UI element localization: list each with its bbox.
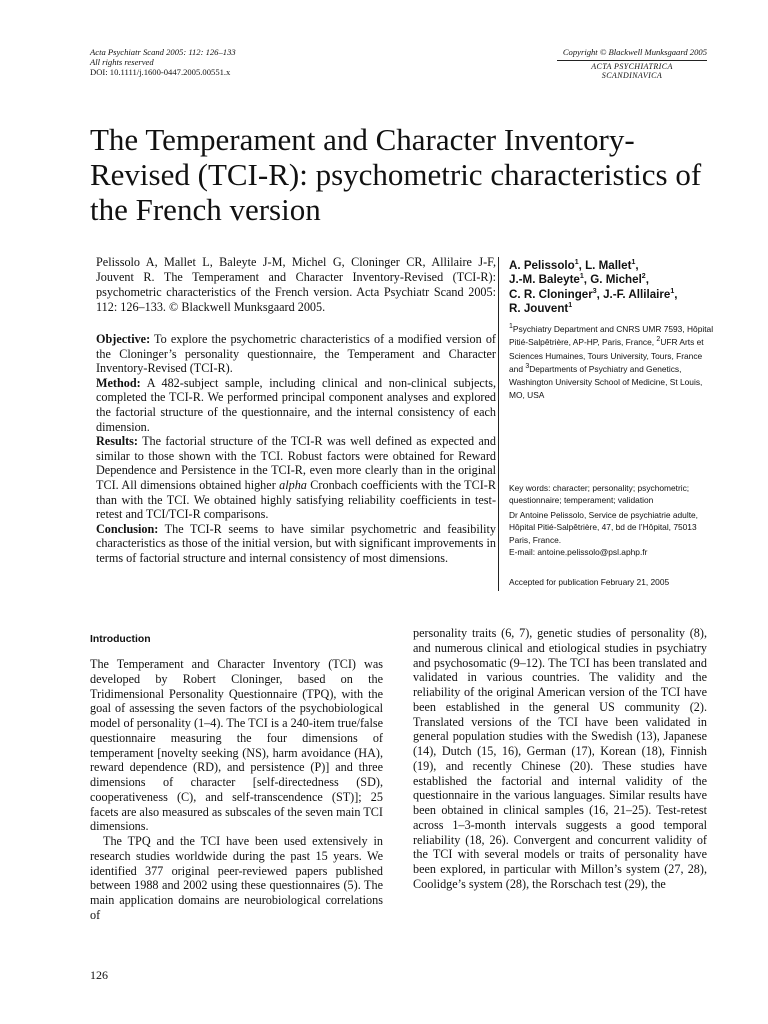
author: L. Mallet$^1$, xyxy=(585,259,639,272)
objective-label: Objective: xyxy=(96,332,151,346)
keywords: Key words: character; personality; psychometric; questionnaire; temperament; validation xyxy=(509,483,690,506)
article-citation: Pelissolo A, Mallet L, Baleyte J-M, Michel G, Cloninger CR, Allilaire J-F, Jouvent R. The Temperament and Character Inventory-Revised (TCI-R): psychometric characteristics of the French version. Acta Psychiatr Scand 2005: 112: 126–133. © Blackwell Munksgaard 2005. xyxy=(96,255,496,314)
author: J.-M. Baleyte$^1$, xyxy=(509,273,591,287)
article-title: The Temperament and Character Inventory-Revised (TCI-R): psychometric characteristics of the French version xyxy=(90,122,702,227)
results-text-b: Cronbach coefficients with the TCI-R than with the TCI. We obtained highly satisfying reliability coefficients in test-retest and TCI/TCI-R comparisons. xyxy=(96,477,496,522)
correspondence-address: Dr Antoine Pelissolo, Service de psychiatrie adulte, Hôpital Pitié-Salpêtrière, 47, bd de l’Hôpital, 75013 Paris, France. xyxy=(509,510,699,545)
paragraph: personality traits (6, 7), genetic studies of personality (8), and numerous clinical and etiological studies in psychiatry and psychosomatic (9–12). The TCI has been translated and validated in various countries. The validity and the reliability of the original American version of the TCI have been established in the general US community (2). Translated versions of the TCI have been validated in general population studies with the Swedish (13), Japanese (14), Dutch (15, 16), German (17), Korean (18), Finnish (19), and recently Chinese (20). These studies have established the factorial and internal validity of the questionnaire in the various languages. Similar results have been obtained in clinical samples (16, 21–25). Test-retest across 1–3-month intervals suggests a good temporal reliability (18, 26). Convergent and concurrent validity of the TCI with several models or traits of personality have been explored, in particular with Millon’s system (27, 28), Coolidge’s system (28), the Rorschach test (29), the xyxy=(413,626,707,891)
conclusion-label: Conclusion: xyxy=(96,521,159,536)
author: C. R. Cloninger$^3$, xyxy=(509,287,604,301)
method-text: A 482-subject sample, including clinical and non-clinical subjects, completed the TCI-R. We performed principal component analyses and explored the factorial structure of the questionnaire, and the internal consistency of each dimension. xyxy=(96,375,496,434)
abstract-results xyxy=(96,434,496,522)
abstract-method xyxy=(96,376,496,434)
rights-line: All rights reserved xyxy=(90,57,154,67)
section-heading-introduction: Introduction xyxy=(90,634,151,645)
running-header-right xyxy=(557,47,707,80)
author: J.-F. Allilaire$^1$, xyxy=(603,287,678,301)
conclusion-text: The TCI-R seems to have similar psychometric and feasibility characteristics as those of the initial version, but with significant improvements in terms of factorial structure and internal consistency of most dimensions. xyxy=(96,521,496,565)
author-list xyxy=(509,259,729,316)
running-header-left xyxy=(90,47,236,77)
paragraph: The Temperament and Character Inventory (TCI) was developed by Robert Cloninger, based on the Tridimensional Personality Questionnaire (TPQ), with the goal of assessing the seven factors of the psychobiological model of personality (1–4). The TCI is a 240-item true/false questionnaire measuring the four dimensions of temperament [novelty seeking (NS), harm avoidance (HA), reward dependence (RD), and persistence (P)] and three dimensions of character [self-directedness (SD), cooperativeness (C), and self-transcendence (ST)]; 25 facets are also measured as subscales of the seven main TCI dimensions. xyxy=(90,657,383,834)
correspondence xyxy=(509,509,714,558)
correspondence-email[interactable]: E-mail: antoine.pelissolo@psl.aphp.fr xyxy=(509,546,648,557)
author: G. Michel$^2$, xyxy=(590,273,649,287)
method-label: Method: xyxy=(96,375,141,390)
author: A. Pelissolo$^1$, xyxy=(509,259,586,272)
copyright-line: Copyright © Blackwell Munksgaard 2005 xyxy=(562,47,707,57)
abstract xyxy=(96,332,496,566)
doi-line: DOI: 10.1111/j.1600-0447.2005.00551.x xyxy=(90,67,231,77)
results-text-a: The factorial structure of the TCI-R was well defined as expected and similar to those shown with the TCI. Robust factors were obtained for Reward Dependence and Persistence in the TCI-R, even more clearly than in the original TCI. All dimensions obtained higher xyxy=(96,434,496,492)
affiliation-2: UFR Arts et Sciences Humaines, Tours University, Tours, France and xyxy=(509,337,704,374)
results-label: Results: xyxy=(96,434,138,449)
journal-tag-line-1: ACTA PSYCHIATRICA xyxy=(591,62,673,71)
results-alpha: alpha xyxy=(279,477,307,492)
abstract-conclusion xyxy=(96,522,496,566)
journal-tag-line-2: SCANDINAVICA xyxy=(601,71,663,80)
body-column-right xyxy=(413,626,707,892)
journal-tag xyxy=(557,60,707,80)
author: R. Jouvent$^1$ xyxy=(509,301,573,315)
affiliation-1: Psychiatry Department and CNRS UMR 7593, Hôpital Pitié-Salpêtrière, AP-HP, Paris, France, xyxy=(509,324,714,348)
affiliations: $^1$Psychiatry Department and CNRS UMR 7593, Hôpital Pitié-Salpêtrière, AP-HP, Paris, France, $^2$UFR Arts et Sciences Humaines, Tours University, Tours, France and $^3$Departments of Psychiatry and Genetics, Washington University School of Medicine, St Louis, MO, USA xyxy=(509,323,714,401)
abstract-divider xyxy=(498,257,499,591)
page-number: 126 xyxy=(90,968,108,982)
body-column-left xyxy=(90,657,383,923)
affiliation-3: Departments of Psychiatry and Genetics, Washington University School of Medicine, St Louis, MO, USA xyxy=(509,363,703,401)
journal-citation-line: Acta Psychiatr Scand 2005: 112: 126–133 xyxy=(90,47,236,57)
paragraph: The TPQ and the TCI have been used extensively in research studies worldwide during the past 15 years. We identified 377 original peer-reviewed papers published between 1988 and 2002 using these questionnaires (5). The main application domains are neurobiological correlations of xyxy=(90,834,383,922)
abstract-objective xyxy=(96,332,496,376)
objective-text: To explore the psychometric characteristics of a modified version of the Cloninger’s personality questionnaire, the Temperament and Character Inventory-Revised (TCI-R). xyxy=(96,332,496,376)
acceptance-date: Accepted for publication February 21, 2005 xyxy=(509,577,670,587)
